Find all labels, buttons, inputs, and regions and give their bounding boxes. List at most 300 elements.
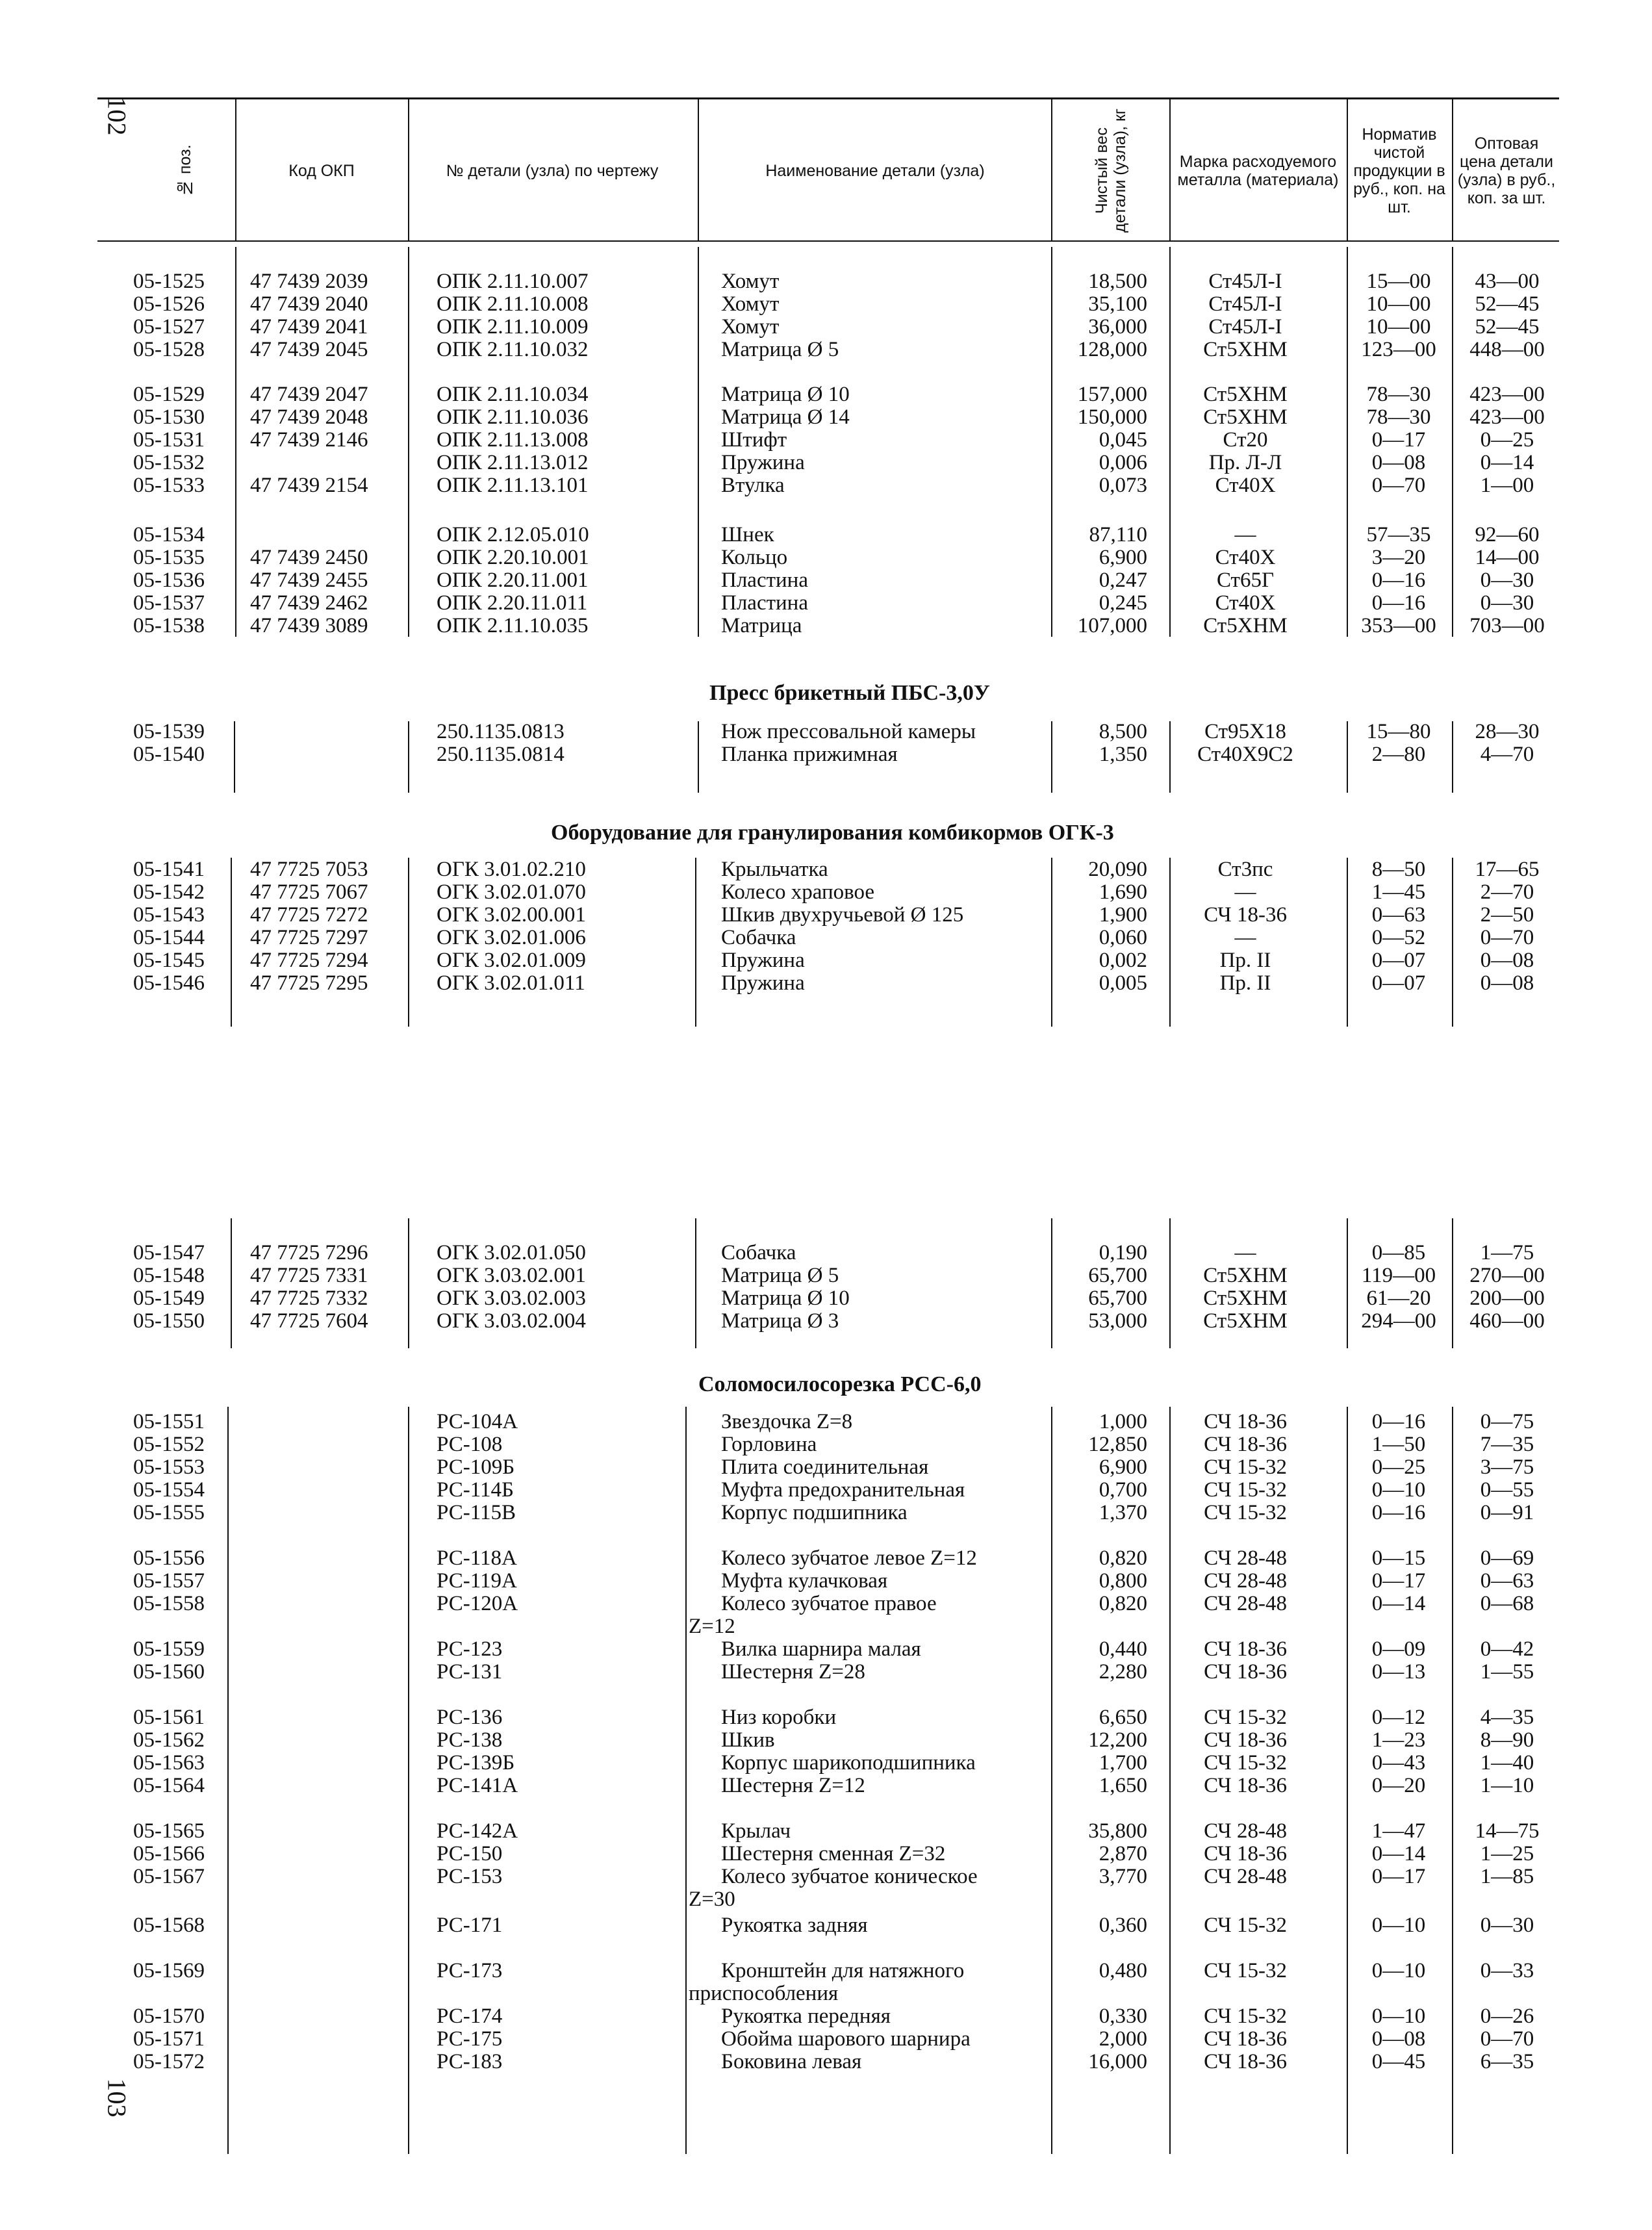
material-cell: Ст5ХНМ [1203, 338, 1288, 361]
weight-cell: 2,000 [1099, 2027, 1147, 2051]
table-row [0, 1959, 1652, 1982]
weight-cell: 18,500 [1088, 270, 1147, 293]
section-title: Соломосилосорезка РСС-6,0 [698, 1372, 982, 1396]
name-cell: Матрица Ø 5 [721, 1264, 839, 1287]
table-row [0, 2005, 1652, 2028]
table-row [0, 971, 1652, 995]
name-cell: Кольцо [721, 546, 788, 569]
norm-cell: 0—85 [1371, 1241, 1426, 1264]
name-cell: Z=30 [689, 1888, 735, 1911]
drawing-cell: ОГК 3.03.02.003 [437, 1287, 586, 1310]
drawing-cell: РС-123 [437, 1637, 503, 1661]
price-cell: 0—30 [1480, 569, 1534, 592]
material-cell: Ст5ХНМ [1203, 1287, 1288, 1310]
table-row [0, 1774, 1652, 1797]
weight-cell: 0,700 [1099, 1478, 1147, 1502]
header-name: Наименование детали (узла) [765, 161, 985, 180]
header-price: Оптовая цена детали (узла) в руб., коп. за шт. [1457, 134, 1556, 207]
drawing-cell: РС-139Б [437, 1751, 515, 1775]
drawing-cell: ОПК 2.20.10.001 [437, 546, 589, 569]
col-divider [1169, 97, 1171, 240]
pos-cell: 05-1527 [133, 315, 205, 339]
pos-cell: 05-1532 [133, 451, 205, 474]
material-cell: Пр. Л-Л [1208, 451, 1282, 474]
material-cell: СЧ 18-36 [1204, 1433, 1287, 1456]
okp-cell: 47 7725 7331 [250, 1264, 368, 1287]
pos-cell: 05-1565 [133, 1819, 205, 1843]
okp-cell: 47 7725 7272 [250, 903, 368, 927]
table-row [0, 1433, 1652, 1456]
table-row [0, 569, 1652, 592]
drawing-cell: РС-173 [437, 1959, 503, 1982]
material-cell: Ст95Х18 [1204, 720, 1286, 743]
header-material: Марка расходуемого металла (материала) [1177, 152, 1339, 189]
pos-cell: 05-1542 [133, 880, 205, 904]
name-cell: Корпус шарикоподшипника [721, 1751, 976, 1775]
name-cell: Пластина [721, 591, 808, 615]
okp-cell: 47 7439 2039 [250, 270, 368, 293]
drawing-cell: ОГК 3.02.00.001 [437, 903, 586, 927]
name-cell: Вилка шарнира малая [721, 1637, 921, 1661]
header-bottom-rule [97, 240, 1559, 242]
weight-cell: 0,330 [1099, 2005, 1147, 2028]
norm-cell: 0—70 [1371, 474, 1426, 497]
material-cell: Пр. II [1219, 971, 1271, 995]
drawing-cell: РС-118А [437, 1546, 517, 1570]
norm-cell: 353—00 [1361, 614, 1436, 637]
okp-cell: 47 7439 3089 [250, 614, 368, 637]
drawing-cell: ОГК 3.01.02.210 [437, 858, 586, 881]
price-cell: 0—08 [1480, 971, 1534, 995]
material-cell: СЧ 15-32 [1204, 1959, 1287, 1982]
name-cell: Планка прижимная [721, 743, 898, 766]
weight-cell: 1,700 [1099, 1751, 1147, 1775]
material-cell: Ст5ХНМ [1203, 405, 1288, 429]
material-cell: СЧ 18-36 [1204, 1842, 1287, 1865]
weight-cell: 6,900 [1099, 1455, 1147, 1479]
okp-cell: 47 7725 7294 [250, 949, 368, 972]
drawing-cell: РС-153 [437, 1865, 503, 1888]
name-cell: Хомут [721, 292, 780, 316]
col-divider [1452, 97, 1453, 240]
okp-cell: 47 7439 2047 [250, 383, 368, 406]
okp-cell: 47 7439 2146 [250, 428, 368, 452]
norm-cell: 8—50 [1371, 858, 1426, 881]
pos-cell: 05-1543 [133, 903, 205, 927]
name-cell: Матрица Ø 3 [721, 1309, 839, 1333]
header-pos: № поз. [176, 144, 194, 197]
weight-cell: 12,200 [1088, 1728, 1147, 1752]
name-cell: Шкив двухручьевой Ø 125 [721, 903, 964, 927]
name-cell: Плита соединительная [721, 1455, 929, 1479]
material-cell: Ст40Х [1215, 474, 1276, 497]
norm-cell: 0—45 [1371, 2050, 1426, 2073]
weight-cell: 0,060 [1099, 926, 1147, 949]
drawing-cell: ОПК 2.11.10.035 [437, 614, 589, 637]
drawing-cell: ОГК 3.02.01.011 [437, 971, 585, 995]
norm-cell: 0—12 [1371, 1706, 1426, 1729]
table-row [0, 405, 1652, 429]
pos-cell: 05-1553 [133, 1455, 205, 1479]
table-row [0, 523, 1652, 546]
material-cell: Ст45Л-I [1208, 270, 1282, 293]
norm-cell: 0—16 [1371, 569, 1426, 592]
table-row [0, 1592, 1652, 1615]
name-cell: Рукоятка задняя [721, 1914, 868, 1937]
drawing-cell: РС-141А [437, 1774, 518, 1797]
table-row [0, 1706, 1652, 1729]
norm-cell: 0—08 [1371, 2027, 1426, 2051]
table-row [0, 1264, 1652, 1287]
table-row [0, 1982, 1652, 2005]
price-cell: 0—25 [1480, 428, 1534, 452]
price-cell: 448—00 [1469, 338, 1545, 361]
okp-cell: 47 7439 2045 [250, 338, 368, 361]
section-title: Пресс брикетный ПБС-3,0У [709, 681, 990, 705]
price-cell: 52—45 [1475, 292, 1540, 316]
name-cell: Собачка [721, 1241, 796, 1264]
price-cell: 0—91 [1480, 1501, 1534, 1524]
name-cell: Кронштейн для натяжного [721, 1959, 965, 1982]
section-title: Оборудование для гранулирования комбикормов ОГК-3 [551, 821, 1114, 845]
material-cell: Ст45Л-I [1208, 292, 1282, 316]
price-cell: 0—08 [1480, 949, 1534, 972]
norm-cell: 0—08 [1371, 451, 1426, 474]
price-cell: 0—33 [1480, 1959, 1534, 1982]
name-cell: Шнек [721, 523, 774, 546]
weight-cell: 6,900 [1099, 546, 1147, 569]
name-cell: Матрица Ø 5 [721, 338, 839, 361]
material-cell: — [1234, 1241, 1256, 1264]
price-cell: 1—40 [1480, 1751, 1534, 1775]
page-number-top: 102 [102, 96, 132, 136]
material-cell: Ст65Г [1216, 569, 1275, 592]
weight-cell: 2,870 [1099, 1842, 1147, 1865]
price-cell: 2—70 [1480, 880, 1534, 904]
material-cell: Ст40Х [1215, 546, 1276, 569]
pos-cell: 05-1551 [133, 1410, 205, 1433]
pos-cell: 05-1557 [133, 1569, 205, 1593]
weight-cell: 65,700 [1088, 1264, 1147, 1287]
weight-cell: 1,900 [1099, 903, 1147, 927]
material-cell: Ст5ХНМ [1203, 1309, 1288, 1333]
table-row [0, 1751, 1652, 1775]
col-divider [408, 97, 409, 240]
okp-cell: 47 7725 7296 [250, 1241, 368, 1264]
material-cell: Ст5ХНМ [1203, 614, 1288, 637]
drawing-cell: ОПК 2.11.10.032 [437, 338, 589, 361]
pos-cell: 05-1563 [133, 1751, 205, 1775]
norm-cell: 0—63 [1371, 903, 1426, 927]
price-cell: 0—75 [1480, 1410, 1534, 1433]
weight-cell: 0,005 [1099, 971, 1147, 995]
pos-cell: 05-1552 [133, 1433, 205, 1456]
weight-cell: 1,000 [1099, 1410, 1147, 1433]
pos-cell: 05-1556 [133, 1546, 205, 1570]
name-cell: Муфта предохранительная [721, 1478, 965, 1502]
material-cell: СЧ 28-48 [1204, 1546, 1287, 1570]
price-cell: 0—70 [1480, 926, 1534, 949]
name-cell: Колесо храповое [721, 880, 875, 904]
table-row [0, 1914, 1652, 1937]
drawing-cell: РС-183 [437, 2050, 503, 2073]
pos-cell: 05-1562 [133, 1728, 205, 1752]
norm-cell: 1—50 [1371, 1433, 1426, 1456]
material-cell: СЧ 18-36 [1204, 1410, 1287, 1433]
material-cell: Пр. II [1219, 949, 1271, 972]
norm-cell: 0—16 [1371, 591, 1426, 615]
price-cell: 2—50 [1480, 903, 1534, 927]
pos-cell: 05-1531 [133, 428, 205, 452]
table-row [0, 1615, 1652, 1638]
material-cell: СЧ 18-36 [1204, 903, 1287, 927]
norm-cell: 0—10 [1371, 1914, 1426, 1937]
norm-cell: 0—13 [1371, 1660, 1426, 1684]
drawing-cell: РС-150 [437, 1842, 503, 1865]
drawing-cell: ОПК 2.11.13.101 [437, 474, 589, 497]
weight-cell: 0,045 [1099, 428, 1147, 452]
pos-cell: 05-1539 [133, 720, 205, 743]
price-cell: 8—90 [1480, 1728, 1534, 1752]
drawing-cell: ОПК 2.11.10.007 [437, 270, 589, 293]
drawing-cell: 250.1135.0813 [437, 720, 565, 743]
norm-cell: 1—45 [1371, 880, 1426, 904]
table-row [0, 1865, 1652, 1888]
okp-cell: 47 7439 2041 [250, 315, 368, 339]
material-cell: Ст5ХНМ [1203, 1264, 1288, 1287]
name-cell: Матрица Ø 14 [721, 405, 850, 429]
weight-cell: 65,700 [1088, 1287, 1147, 1310]
material-cell: СЧ 18-36 [1204, 1774, 1287, 1797]
material-cell: Ст40Х [1215, 591, 1276, 615]
price-cell: 92—60 [1475, 523, 1540, 546]
price-cell: 0—69 [1480, 1546, 1534, 1570]
drawing-cell: ОПК 2.11.10.008 [437, 292, 589, 316]
weight-cell: 0,190 [1099, 1241, 1147, 1264]
table-row [0, 926, 1652, 949]
okp-cell: 47 7725 7053 [250, 858, 368, 881]
table-row [0, 428, 1652, 452]
table-row [0, 2027, 1652, 2051]
norm-cell: 0—10 [1371, 1959, 1426, 1982]
name-cell: Хомут [721, 270, 780, 293]
name-cell: Матрица Ø 10 [721, 383, 850, 406]
table-row [0, 1546, 1652, 1570]
pos-cell: 05-1535 [133, 546, 205, 569]
price-cell: 0—68 [1480, 1592, 1534, 1615]
pos-cell: 05-1554 [133, 1478, 205, 1502]
name-cell: Штифт [721, 428, 787, 452]
drawing-cell: ОГК 3.02.01.050 [437, 1241, 586, 1264]
weight-cell: 12,850 [1088, 1433, 1147, 1456]
drawing-cell: РС-114Б [437, 1478, 514, 1502]
pos-cell: 05-1537 [133, 591, 205, 615]
norm-cell: 0—52 [1371, 926, 1426, 949]
okp-cell: 47 7439 2455 [250, 569, 368, 592]
table-row [0, 1455, 1652, 1479]
table-row [0, 1569, 1652, 1593]
table-row [0, 591, 1652, 615]
material-cell: СЧ 18-36 [1204, 1637, 1287, 1661]
drawing-cell: РС-119А [437, 1569, 517, 1593]
drawing-cell: ОПК 2.11.10.034 [437, 383, 589, 406]
col-divider [698, 97, 699, 240]
name-cell: Горловина [721, 1433, 817, 1456]
weight-cell: 0,073 [1099, 474, 1147, 497]
material-cell: СЧ 15-32 [1204, 1455, 1287, 1479]
table-row [0, 614, 1652, 637]
weight-cell: 87,110 [1089, 523, 1147, 546]
price-cell: 0—55 [1480, 1478, 1534, 1502]
table-row [0, 1287, 1652, 1310]
name-cell: Шестерня Z=28 [721, 1660, 865, 1684]
table-row [0, 1241, 1652, 1264]
norm-cell: 1—23 [1371, 1728, 1426, 1752]
drawing-cell: РС-120А [437, 1592, 518, 1615]
weight-cell: 2,280 [1099, 1660, 1147, 1684]
weight-cell: 35,800 [1088, 1819, 1147, 1843]
material-cell: СЧ 28-48 [1204, 1592, 1287, 1615]
pos-cell: 05-1560 [133, 1660, 205, 1684]
material-cell: СЧ 15-32 [1204, 2005, 1287, 2028]
col-divider [235, 97, 236, 240]
name-cell: Шестерня сменная Z=32 [721, 1842, 946, 1865]
norm-cell: 0—07 [1371, 971, 1426, 995]
drawing-cell: ОПК 2.20.11.001 [437, 569, 589, 592]
price-cell: 1—00 [1480, 474, 1534, 497]
table-row [0, 1728, 1652, 1752]
material-cell: — [1234, 523, 1256, 546]
weight-cell: 0,006 [1099, 451, 1147, 474]
pos-cell: 05-1546 [133, 971, 205, 995]
table-row [0, 1501, 1652, 1524]
name-cell: Пластина [721, 569, 808, 592]
norm-cell: 3—20 [1371, 546, 1426, 569]
pos-cell: 05-1571 [133, 2027, 205, 2051]
weight-cell: 0,360 [1099, 1914, 1147, 1937]
table-row [0, 546, 1652, 569]
norm-cell: 294—00 [1361, 1309, 1436, 1333]
col-divider [1347, 97, 1348, 240]
norm-cell: 0—07 [1371, 949, 1426, 972]
drawing-cell: ОПК 2.20.11.011 [437, 591, 588, 615]
table-row [0, 1410, 1652, 1433]
norm-cell: 0—16 [1371, 1410, 1426, 1433]
weight-cell: 157,000 [1077, 383, 1147, 406]
weight-cell: 0,440 [1099, 1637, 1147, 1661]
okp-cell: 47 7439 2462 [250, 591, 368, 615]
pos-cell: 05-1536 [133, 569, 205, 592]
weight-cell: 36,000 [1088, 315, 1147, 339]
price-cell: 200—00 [1469, 1287, 1545, 1310]
name-cell: приспособления [689, 1982, 839, 2005]
norm-cell: 0—20 [1371, 1774, 1426, 1797]
weight-cell: 35,100 [1088, 292, 1147, 316]
weight-cell: 1,690 [1099, 880, 1147, 904]
pos-cell: 05-1569 [133, 1959, 205, 1982]
drawing-cell: РС-115В [437, 1501, 516, 1524]
drawing-cell: ОПК 2.11.10.036 [437, 405, 589, 429]
norm-cell: 78—30 [1366, 383, 1431, 406]
table-row [0, 720, 1652, 743]
name-cell: Хомут [721, 315, 780, 339]
price-cell: 14—00 [1475, 546, 1540, 569]
norm-cell: 10—00 [1366, 315, 1431, 339]
weight-cell: 20,090 [1088, 858, 1147, 881]
drawing-cell: РС-142А [437, 1819, 518, 1843]
price-cell: 0—42 [1480, 1637, 1534, 1661]
norm-cell: 0—25 [1371, 1455, 1426, 1479]
pos-cell: 05-1544 [133, 926, 205, 949]
price-cell: 3—75 [1480, 1455, 1534, 1479]
weight-cell: 0,820 [1099, 1546, 1147, 1570]
pos-cell: 05-1559 [133, 1637, 205, 1661]
weight-cell: 150,000 [1077, 405, 1147, 429]
price-cell: 423—00 [1469, 383, 1545, 406]
price-cell: 0—63 [1480, 1569, 1534, 1593]
table-row [0, 451, 1652, 474]
drawing-cell: РС-109Б [437, 1455, 515, 1479]
norm-cell: 123—00 [1361, 338, 1436, 361]
pos-cell: 05-1568 [133, 1914, 205, 1937]
price-cell: 703—00 [1469, 614, 1545, 637]
drawing-cell: РС-171 [437, 1914, 503, 1937]
name-cell: Пружина [721, 451, 805, 474]
header-norm: Норматив чистой продукции в руб., коп. на шт. [1353, 125, 1445, 216]
table-row [0, 2050, 1652, 2073]
norm-cell: 10—00 [1366, 292, 1431, 316]
material-cell: СЧ 28-48 [1204, 1819, 1287, 1843]
pos-cell: 05-1567 [133, 1865, 205, 1888]
table-row [0, 903, 1652, 927]
drawing-cell: ОПК 2.11.13.008 [437, 428, 589, 452]
page-number-bottom: 103 [102, 2078, 132, 2118]
drawing-cell: ОГК 3.02.01.070 [437, 880, 586, 904]
drawing-cell: 250.1135.0814 [437, 743, 565, 766]
name-cell: Шестерня Z=12 [721, 1774, 865, 1797]
name-cell: Корпус подшипника [721, 1501, 908, 1524]
norm-cell: 0—14 [1371, 1842, 1426, 1865]
norm-cell: 0—15 [1371, 1546, 1426, 1570]
header-weight: Чистый вес детали (узла), кг [1093, 109, 1129, 233]
okp-cell: 47 7439 2048 [250, 405, 368, 429]
pos-cell: 05-1549 [133, 1287, 205, 1310]
material-cell: СЧ 15-32 [1204, 1751, 1287, 1775]
pos-cell: 05-1555 [133, 1501, 205, 1524]
table-row [0, 1637, 1652, 1661]
norm-cell: 0—09 [1371, 1637, 1426, 1661]
okp-cell: 47 7725 7604 [250, 1309, 368, 1333]
name-cell: Колесо зубчатое коническое [721, 1865, 978, 1888]
name-cell: Рукоятка передняя [721, 2005, 891, 2028]
name-cell: Матрица Ø 10 [721, 1287, 850, 1310]
price-cell: 460—00 [1469, 1309, 1545, 1333]
weight-cell: 6,650 [1099, 1706, 1147, 1729]
weight-cell: 8,500 [1099, 720, 1147, 743]
table-row [0, 949, 1652, 972]
material-cell: — [1234, 926, 1256, 949]
material-cell: СЧ 28-48 [1204, 1865, 1287, 1888]
price-cell: 1—25 [1480, 1842, 1534, 1865]
name-cell: Втулка [721, 474, 785, 497]
drawing-cell: ОПК 2.11.13.012 [437, 451, 589, 474]
price-cell: 7—35 [1480, 1433, 1534, 1456]
okp-cell: 47 7439 2450 [250, 546, 368, 569]
price-cell: 52—45 [1475, 315, 1540, 339]
pos-cell: 05-1538 [133, 614, 205, 637]
price-cell: 0—30 [1480, 1914, 1534, 1937]
pos-cell: 05-1533 [133, 474, 205, 497]
